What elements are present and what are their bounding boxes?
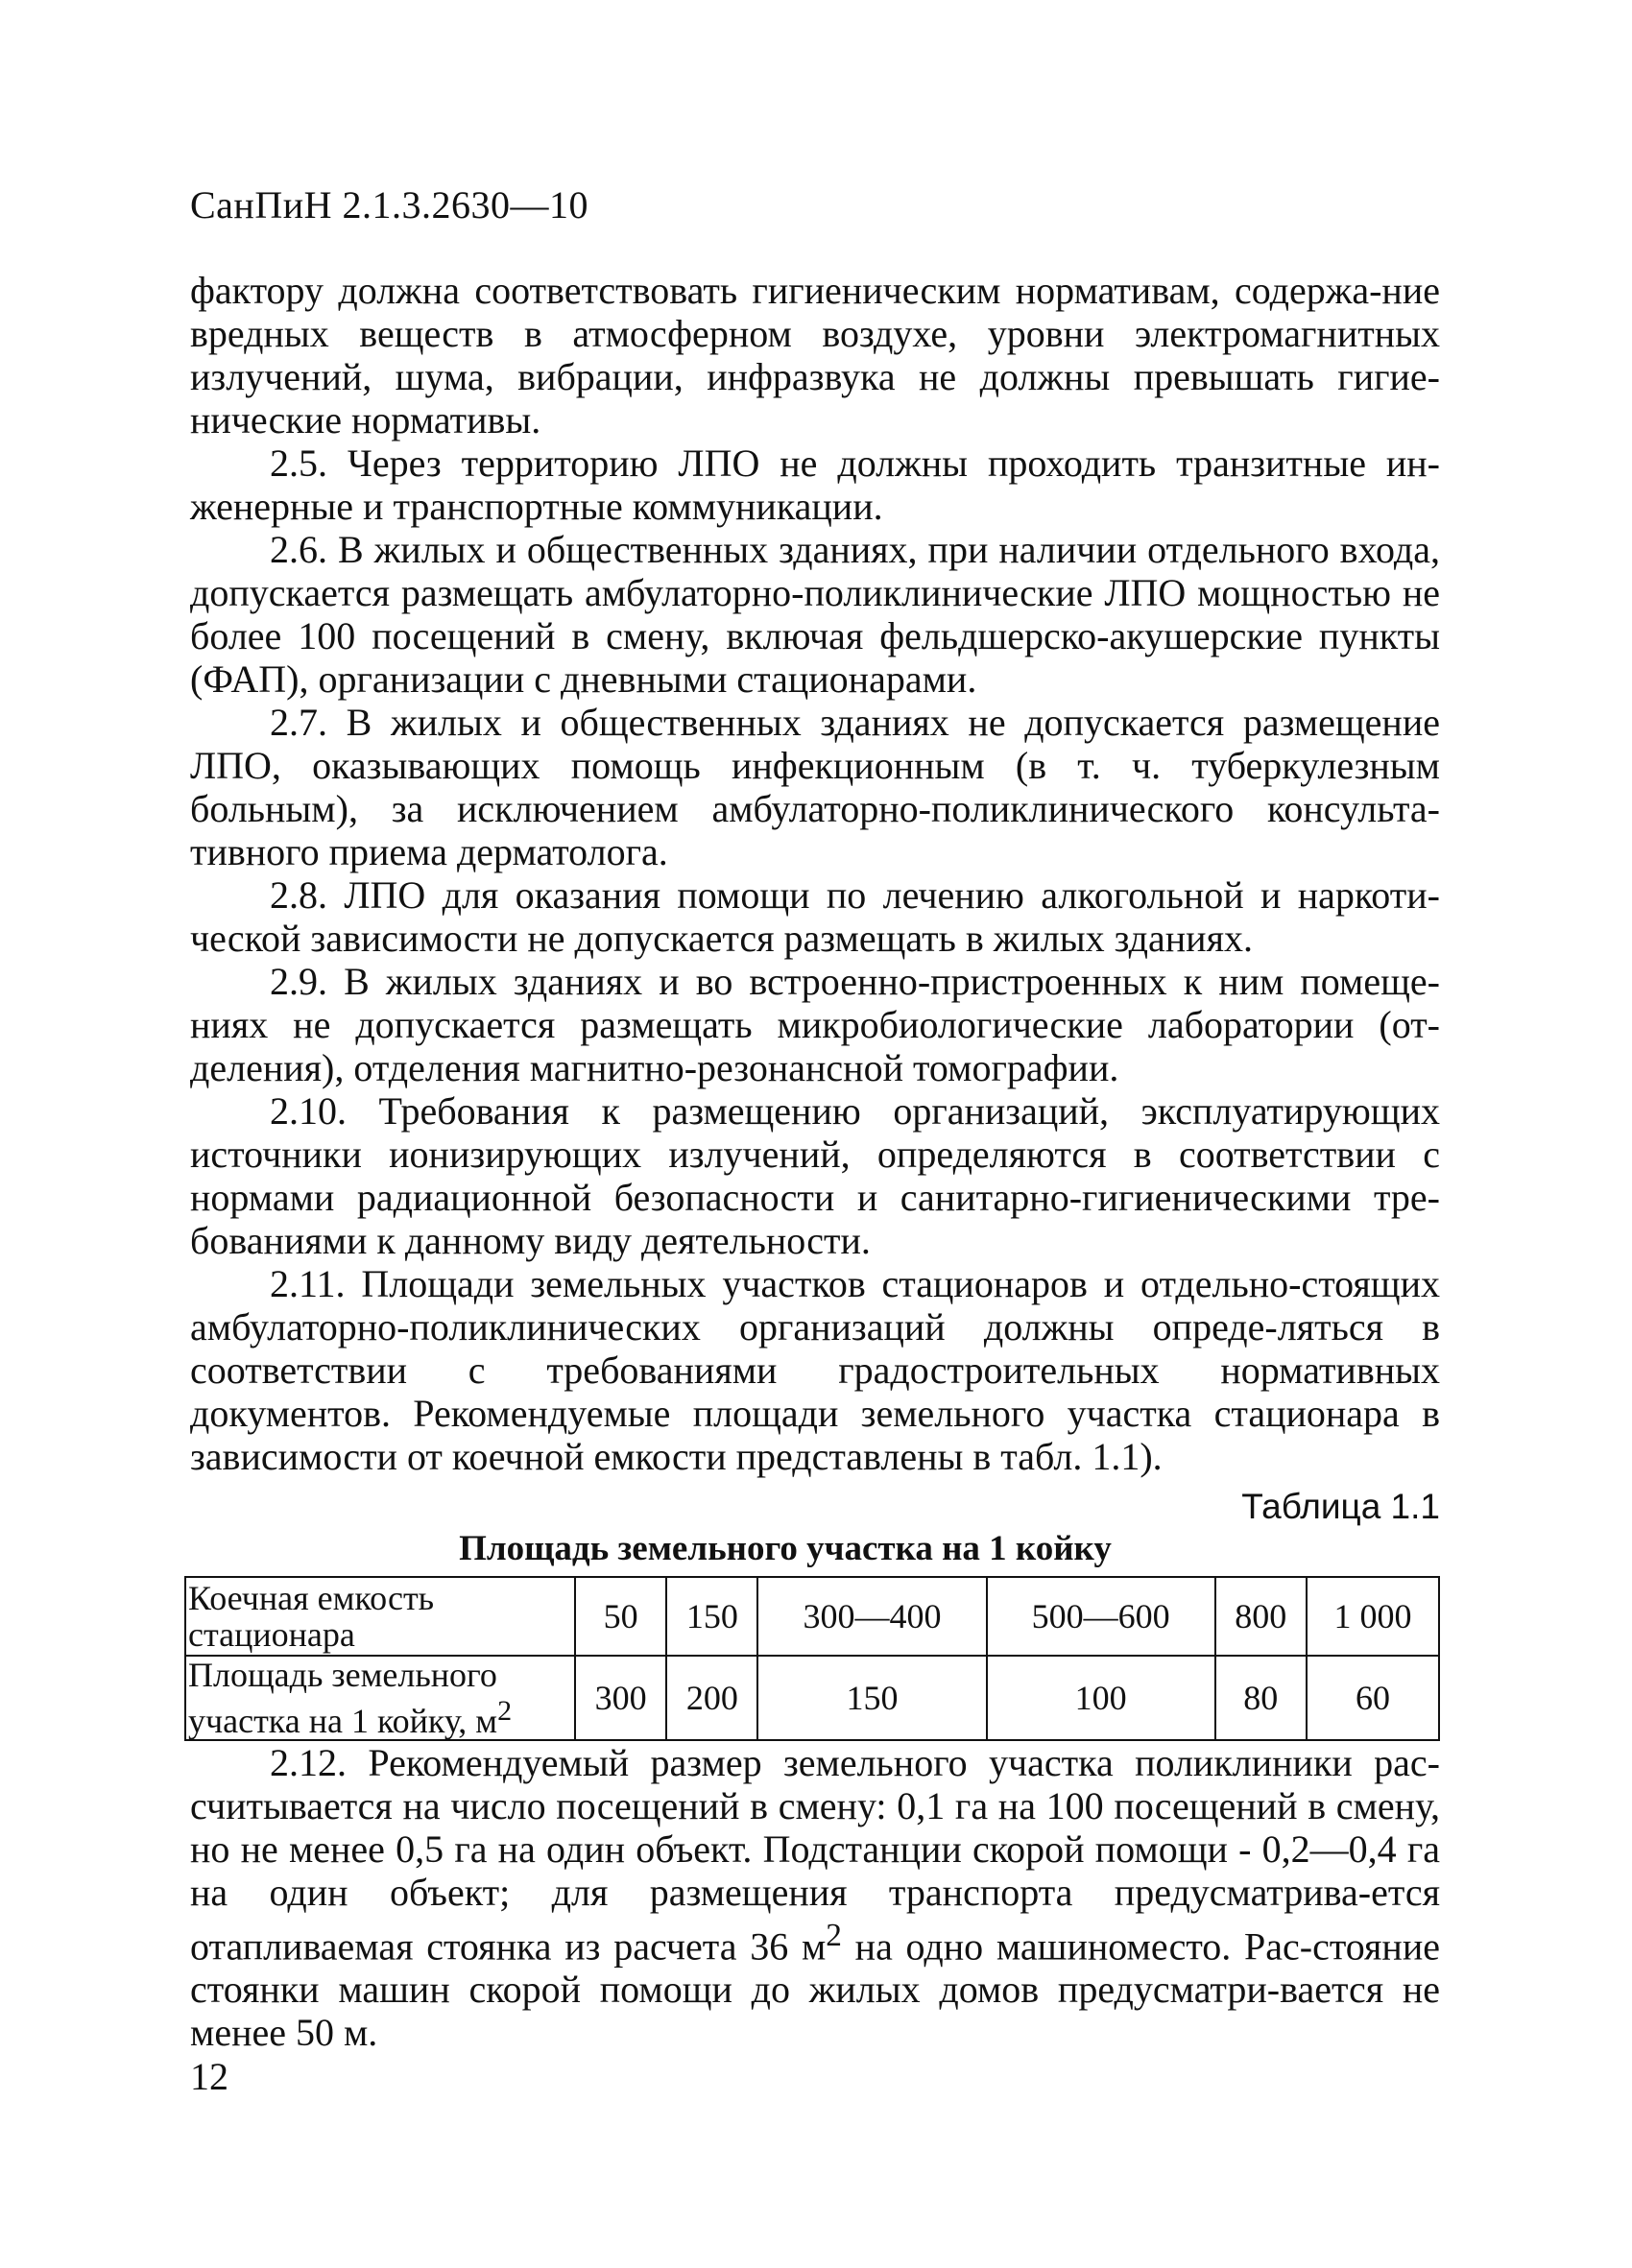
paragraph-2-7: 2.7. В жилых и общественных зданиях не допускается размещение ЛПО, оказывающих помощь инфекционным (в т. ч. туберкулезным больным), за исключением амбулаторно-поликлинического консульта-тивного приема дерматолога. xyxy=(190,701,1440,873)
superscript-2: 2 xyxy=(826,1918,842,1953)
table-cell: 300—400 xyxy=(757,1577,986,1656)
page-number: 12 xyxy=(190,2055,228,2098)
table-cell: 500—600 xyxy=(987,1577,1215,1656)
table-cell: 100 xyxy=(987,1656,1215,1740)
row-header-bed-capacity: Коечная емкость стационара xyxy=(185,1577,575,1656)
table-cell: 80 xyxy=(1215,1656,1307,1740)
paragraph-continuation: фактору должна соответствовать гигиеническим нормативам, содержа-ние вредных веществ в атмосферном воздухе, уровни электромагнитных излучений, шума, вибрации, инфразвука не должны превышать гигие-нические нормативы. xyxy=(190,269,1440,442)
table-row-bed-capacity xyxy=(185,1577,1439,1656)
table-cell: 50 xyxy=(575,1577,666,1656)
paragraph-2-11: 2.11. Площади земельных участков стационаров и отдельно-стоящих амбулаторно-поликлинических организаций должны опреде-ляться в соответствии с требованиями градостроительных нормативных документов. Рекомендуемые площади земельного участка стационара в зависимости от коечной емкости представлены в табл. 1.1). xyxy=(190,1262,1440,1478)
table-title: Площадь земельного участка на 1 койку xyxy=(459,1529,1112,1568)
paragraph-2-9: 2.9. В жилых зданиях и во встроенно-пристроенных к ним помеще-ниях не допускается размещать микробиологические лаборатории (от-деления), отделения магнитно-резонансной томографии. xyxy=(190,960,1440,1089)
row-header-land-area xyxy=(185,1656,575,1740)
paragraph-2-5: 2.5. Через территорию ЛПО не должны проходить транзитные ин-женерные и транспортные коммуникации. xyxy=(190,442,1440,528)
table-cell: 800 xyxy=(1215,1577,1307,1656)
paragraph-2-6: 2.6. В жилых и общественных зданиях, при наличии отдельного входа, допускается размещать амбулаторно-поликлинические ЛПО мощностью не более 100 посещений в смену, включая фельдшерско-акушерские пункты (ФАП), организации с дневными стационарами. xyxy=(190,528,1440,701)
paragraph-2-12-part1: 2.12. Рекомендуемый размер земельного участка поликлиники рас-считывается на число посещений в смену: 0,1 га на 100 посещений в смену, но не менее 0,5 га на один объект. Подстанции скорой помощи - 0,2—0,4 га на один объект; для размещения транспорта предусматрива-ется отапливаемая стоянка из расчета 36 м xyxy=(190,1741,1440,1969)
row-header-land-area-text: Площадь земельного участка на 1 койку, м xyxy=(188,1656,498,1740)
table-cell: 150 xyxy=(757,1656,986,1740)
running-header: СанПиН 2.1.3.2630—10 xyxy=(190,183,589,227)
paragraph-2-8: 2.8. ЛПО для оказания помощи по лечению алкогольной и наркоти-ческой зависимости не допускается размещать в жилых зданиях. xyxy=(190,873,1440,960)
paragraph-2-12-part2: на одно машиноместо. Рас-стояние стоянки машин скорой помощи до жилых домов предусматри-вается не менее 50 м. xyxy=(190,1924,1440,2055)
table-cell: 150 xyxy=(666,1577,757,1656)
superscript-2: 2 xyxy=(497,1695,513,1727)
document-body xyxy=(190,269,1440,2054)
table-row-land-area xyxy=(185,1656,1439,1740)
paragraph-2-10: 2.10. Требования к размещению организаций, эксплуатирующих источники ионизирующих излучений, определяются в соответствии с нормами радиационной безопасности и санитарно-гигиеническими тре-бованиями к данному виду деятельности. xyxy=(190,1089,1440,1262)
table-number: Таблица 1.1 xyxy=(1241,1487,1440,1526)
land-area-table xyxy=(184,1576,1440,1741)
table-cell: 60 xyxy=(1307,1656,1439,1740)
table-cell: 300 xyxy=(575,1656,666,1740)
paragraph-2-12 xyxy=(190,1741,1440,2054)
table-cell: 1 000 xyxy=(1307,1577,1439,1656)
table-cell: 200 xyxy=(666,1656,757,1740)
